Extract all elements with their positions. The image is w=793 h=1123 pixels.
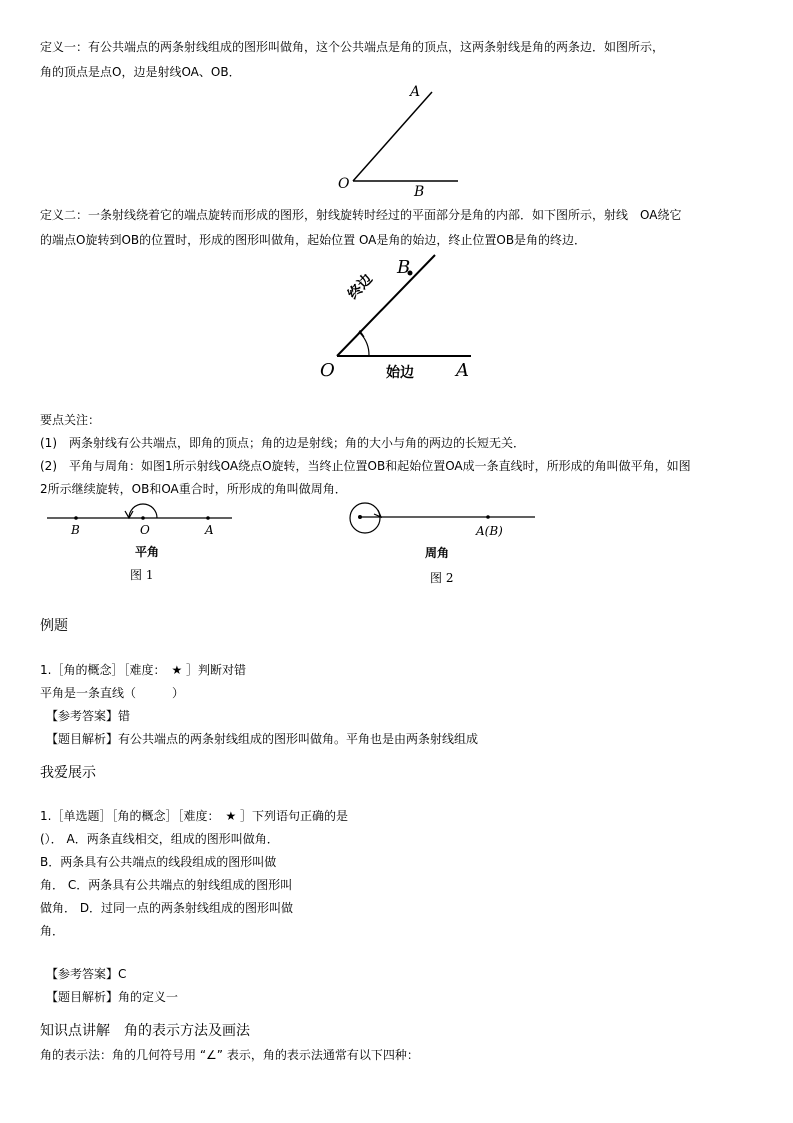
fig1-label-o: O (140, 523, 150, 537)
keypoints-heading: 要点关注： (40, 413, 101, 427)
fig2a-label-o: O (320, 360, 335, 381)
fig2-name: 周角 (425, 546, 450, 560)
keypoint-1: (1) 两条射线有公共端点，即角的顶点；角的边是射线；角的大小与角的两边的长短无关． (40, 436, 526, 450)
fig1-name: 平角 (135, 545, 160, 559)
fig1-caption: 图 1 (130, 568, 154, 582)
initial-side-label: 始边 (386, 365, 414, 381)
def1-line2: 角的顶点是点O，边是射线OA、OB． (40, 65, 241, 79)
show-answer: 【参考答案】C (46, 967, 127, 981)
knowledge-heading: 知识点讲解 角的表示方法及画法 (40, 1023, 250, 1039)
show-question-line3: B．两条具有公共端点的线段组成的图形叫做 (40, 855, 277, 869)
keypoint-2b: 2所示继续旋转，OB和OA重合时，所形成的角叫做周角． (40, 482, 347, 496)
fig2-caption: 图 2 (430, 571, 454, 585)
example-analysis: 【题目解析】有公共端点的两条射线组成的图形叫做角。平角也是由两条射线组成 (46, 732, 479, 746)
show-question-line4: 角． C．两条具有公共端点的射线组成的图形叫 (40, 878, 293, 892)
def1-line1: 定义一：有公共端点的两条射线组成的图形叫做角，这个公共端点是角的顶点，这两条射线是角的两条边．如图所示， (40, 40, 665, 54)
show-question-line2: (）． A．两条直线相交，组成的图形叫做角． (40, 832, 279, 846)
fig2a-label-b: B (397, 257, 411, 278)
fig2-label-ab: A(B) (476, 524, 503, 538)
fig1a-label-o: O (338, 176, 350, 192)
show-question-line5: 做角． D．过同一点的两条射线组成的图形叫做 (40, 901, 294, 915)
example-statement: 平角是一条直线（ ） (40, 686, 185, 700)
show-heading: 我爱展示 (40, 765, 96, 781)
show-question-line1: 1.［单选题］［角的概念］［难度： ★ ］下列语句正确的是 (40, 809, 349, 823)
keypoint-2a: (2) 平角与周角：如图1所示射线OA绕点O旋转，当终止位置OB和起始位置OA成一条直线时，所形成的角叫做平角，如图 (40, 459, 691, 473)
fig1-label-a: A (205, 523, 214, 537)
fig1a-label-b: B (414, 184, 425, 200)
show-analysis: 【题目解析】角的定义一 (46, 990, 179, 1004)
fig1-label-b: B (71, 523, 80, 537)
show-question-line6: 角． (40, 924, 65, 938)
fig2a-label-a: A (456, 360, 469, 381)
example-answer: 【参考答案】错 (46, 709, 131, 723)
knowledge-line: 角的表示法：角的几何符号用 “∠” 表示，角的表示法通常有以下四种： (40, 1048, 419, 1062)
def2-line1: 定义二：一条射线绕着它的端点旋转而形成的图形，射线旋转时经过的平面部分是角的内部．如下图所示，射线 OA绕它 (40, 208, 682, 222)
def2-line2: 的端点O旋转到OB的位置时，形成的图形叫做角，起始位置 OA是角的始边，终止位置OB是角的终边． (40, 233, 587, 247)
terminal-side-label: 终边 (345, 271, 376, 303)
fig1a-label-a: A (410, 84, 421, 100)
example-heading: 例题 (40, 618, 68, 634)
example-question: 1.［角的概念］［难度： ★ ］判断对错 (40, 663, 247, 677)
